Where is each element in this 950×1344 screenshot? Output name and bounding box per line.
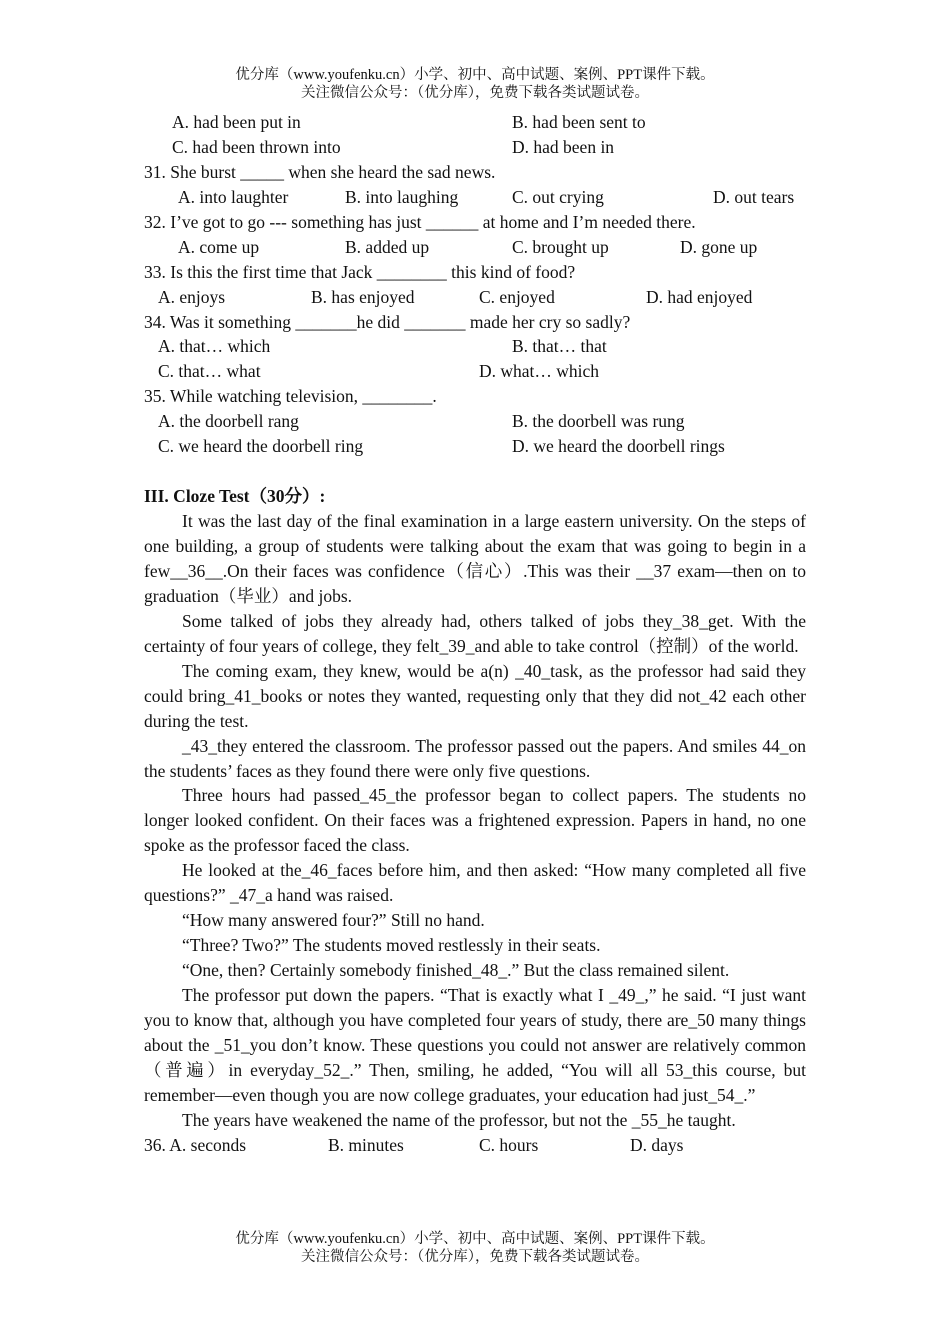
cloze-text: .” But the class remained silent. <box>507 960 730 981</box>
cloze-text: he taught. <box>666 1109 736 1130</box>
cloze-paragraph-9 <box>144 958 806 983</box>
cloze-text: books or notes they wanted, requesting only that they did not <box>260 685 701 706</box>
cloze-text: Three hours had passed <box>182 785 361 806</box>
cloze-paragraph-7: “How many answered four?” Still no hand. <box>182 910 485 931</box>
q36-options <box>144 1133 806 1158</box>
q34-option-a: A. that… which <box>158 336 271 357</box>
cloze-text: The professor put down the papers. “That is exactly what I <box>182 985 610 1006</box>
q34-option-d: D. what… which <box>479 361 600 382</box>
cloze-paragraph-3 <box>144 659 806 734</box>
q34-options-row-2 <box>144 359 806 384</box>
q34-option-c: C. that… what <box>158 361 261 382</box>
cloze-text: each other during the test. <box>144 685 806 731</box>
q31-options <box>144 185 806 210</box>
q30-options-row-2 <box>144 135 806 160</box>
blank-39: _39_ <box>439 635 475 656</box>
blank-48: _48_ <box>472 960 508 981</box>
blank-45: _45_ <box>360 785 396 806</box>
blank-50: _50 <box>688 1010 715 1031</box>
blank-40: _40_ <box>515 660 551 681</box>
q35-option-b: B. the doorbell was rung <box>512 411 685 432</box>
q33-option-c: C. enjoyed <box>479 286 555 307</box>
footer-line-1: 优分库（www.youfenku.cn）小学、初中、高中试题、案例、PPT课件下载。 <box>235 1231 715 1247</box>
q33-option-a: A. enjoys <box>158 286 226 307</box>
blank-42: _42 <box>700 685 727 706</box>
q32-options <box>144 235 806 260</box>
blank-47: _47_ <box>230 885 266 906</box>
q31-option-a: A. into laughter <box>178 186 289 207</box>
q31-option-d: D. out tears <box>713 186 795 207</box>
cloze-text: .On their faces was confidence（信心）.This was their <box>222 560 637 581</box>
q32-option-b: B. added up <box>345 236 430 257</box>
q34-stem: 34. Was it something _______he did _______ made her cry so sadly? <box>144 311 631 332</box>
cloze-text: and able to take control（控制）of the world. <box>474 635 799 656</box>
cloze-paragraph-4 <box>144 734 806 784</box>
blank-51: _51_ <box>214 1035 250 1056</box>
cloze-text: The years have weakened the name of the professor, but not the <box>182 1109 632 1130</box>
blank-37: __37 <box>636 560 672 581</box>
q34-options-row-1 <box>144 334 806 359</box>
cloze-text: many things about the <box>144 1010 806 1056</box>
cloze-paragraph-6 <box>144 858 806 908</box>
q32-option-a: A. come up <box>178 236 260 257</box>
blank-38: _38_ <box>672 610 708 631</box>
cloze-text: a hand was raised. <box>265 885 394 906</box>
cloze-text: The coming exam, they knew, would be a(n) <box>182 660 516 681</box>
blank-36: __36__ <box>170 560 223 581</box>
cloze-section-title: III. Cloze Test（30分）: <box>144 486 326 507</box>
cloze-text: this course, but remember—even though you are now college graduates, your education had just <box>144 1059 806 1105</box>
q36-option-b: B. minutes <box>328 1134 404 1155</box>
q35-option-a: A. the doorbell rang <box>158 411 299 432</box>
blank-43: _43_ <box>182 735 217 756</box>
cloze-text: the professor began to collect papers. The students no longer looked confident. On their faces was a frightened expression. Papers in hand, no one spoke as the professor faced the class. <box>144 785 806 856</box>
cloze-text: .” <box>743 1084 756 1105</box>
cloze-text: they entered the classroom. The professor passed out the papers. And smiles <box>217 735 763 756</box>
q35-options-row-1 <box>144 409 806 434</box>
q36-option-d: D. days <box>630 1134 684 1155</box>
header-line-2: 关注微信公众号：（优分库），免费下载各类试题试卷。 <box>301 85 649 101</box>
q30-options-row-1 <box>144 110 806 135</box>
blank-55: _55_ <box>631 1109 667 1130</box>
blank-52: _52_ <box>314 1059 350 1080</box>
q31-stem: 31. She burst _____ when she heard the sad news. <box>144 161 496 182</box>
cloze-text: .” Then, smiling, he added, “You will all <box>349 1059 667 1080</box>
header-line-1: 优分库（www.youfenku.cn）小学、初中、高中试题、案例、PPT课件下载。 <box>235 67 715 83</box>
cloze-text: ,” he said. “I just want you to know that, although you have completed four years of study, there are <box>144 985 806 1031</box>
q32-stem: 32. I’ve got to go --- something has just ______ at home and I’m needed there. <box>144 211 696 232</box>
q35-option-c: C. we heard the doorbell ring <box>158 436 364 457</box>
q32-option-d: D. gone up <box>680 236 758 257</box>
cloze-text: Some talked of jobs they already had, others talked of jobs they <box>182 610 673 631</box>
blank-41: _41_ <box>225 685 261 706</box>
cloze-paragraph-2 <box>144 609 806 659</box>
q30-option-a: A. had been put in <box>172 112 301 132</box>
page-footer <box>0 1230 950 1266</box>
cloze-text: get. With the certainty of four years of college, they felt <box>144 610 807 656</box>
q32-option-c: C. brought up <box>512 236 609 257</box>
q33-options <box>144 285 806 310</box>
q30-option-b: B. had been sent to <box>512 112 646 132</box>
q31-option-c: C. out crying <box>512 186 604 207</box>
blank-44: 44_ <box>762 735 789 756</box>
q33-option-b: B. has enjoyed <box>311 286 415 307</box>
q35-stem: 35. While watching television, ________. <box>144 386 437 407</box>
cloze-text: task, as the professor had said they could bring <box>144 660 807 706</box>
cloze-text: He looked at the <box>182 860 302 881</box>
cloze-text: It was the last day of the final examination in a large eastern university. On the steps of one building, a group of students were talking about the exam that was going to begin in a few <box>144 511 806 581</box>
cloze-paragraph-5 <box>144 783 806 858</box>
blank-49: _49_ <box>609 985 645 1006</box>
q36-option-c: C. hours <box>479 1134 539 1155</box>
cloze-text: faces before him, and then asked: “How many completed all five questions?” <box>144 860 807 906</box>
blank-46: _46_ <box>301 860 337 881</box>
section-spacer <box>144 459 806 484</box>
footer-line-2: 关注微信公众号：（优分库），免费下载各类试题试卷。 <box>301 1249 649 1265</box>
cloze-paragraph-10 <box>144 983 806 1108</box>
q35-options-row-2 <box>144 434 806 459</box>
cloze-text: you don’t know. These questions you could not answer are relatively common（普遍）in everyday <box>144 1035 806 1080</box>
cloze-paragraph-8: “Three? Two?” The students moved restlessly in their seats. <box>182 935 601 956</box>
q33-option-d: D. had enjoyed <box>646 286 753 307</box>
cloze-paragraph-11 <box>144 1108 806 1133</box>
q31-option-b: B. into laughing <box>345 186 459 207</box>
page-header <box>0 66 950 102</box>
q30-option-d: D. had been in <box>512 136 615 157</box>
q36-option-a: 36. A. seconds <box>144 1134 247 1155</box>
cloze-text: “One, then? Certainly somebody finished <box>182 960 473 981</box>
q33-stem: 33. Is this the first time that Jack ________ this kind of food? <box>144 261 576 282</box>
q34-option-b: B. that… that <box>512 336 607 357</box>
cloze-paragraph-1 <box>144 509 806 609</box>
cloze-text: exam—then on to graduation（毕业）and jobs. <box>144 560 806 606</box>
blank-53: 53_ <box>666 1059 693 1080</box>
q30-option-c: C. had been thrown into <box>172 136 341 157</box>
exam-content <box>144 110 806 1158</box>
blank-54: _54_ <box>708 1084 744 1105</box>
cloze-text: on the students’ faces as they found there were only five questions. <box>144 735 806 781</box>
q35-option-d: D. we heard the doorbell rings <box>512 436 725 457</box>
